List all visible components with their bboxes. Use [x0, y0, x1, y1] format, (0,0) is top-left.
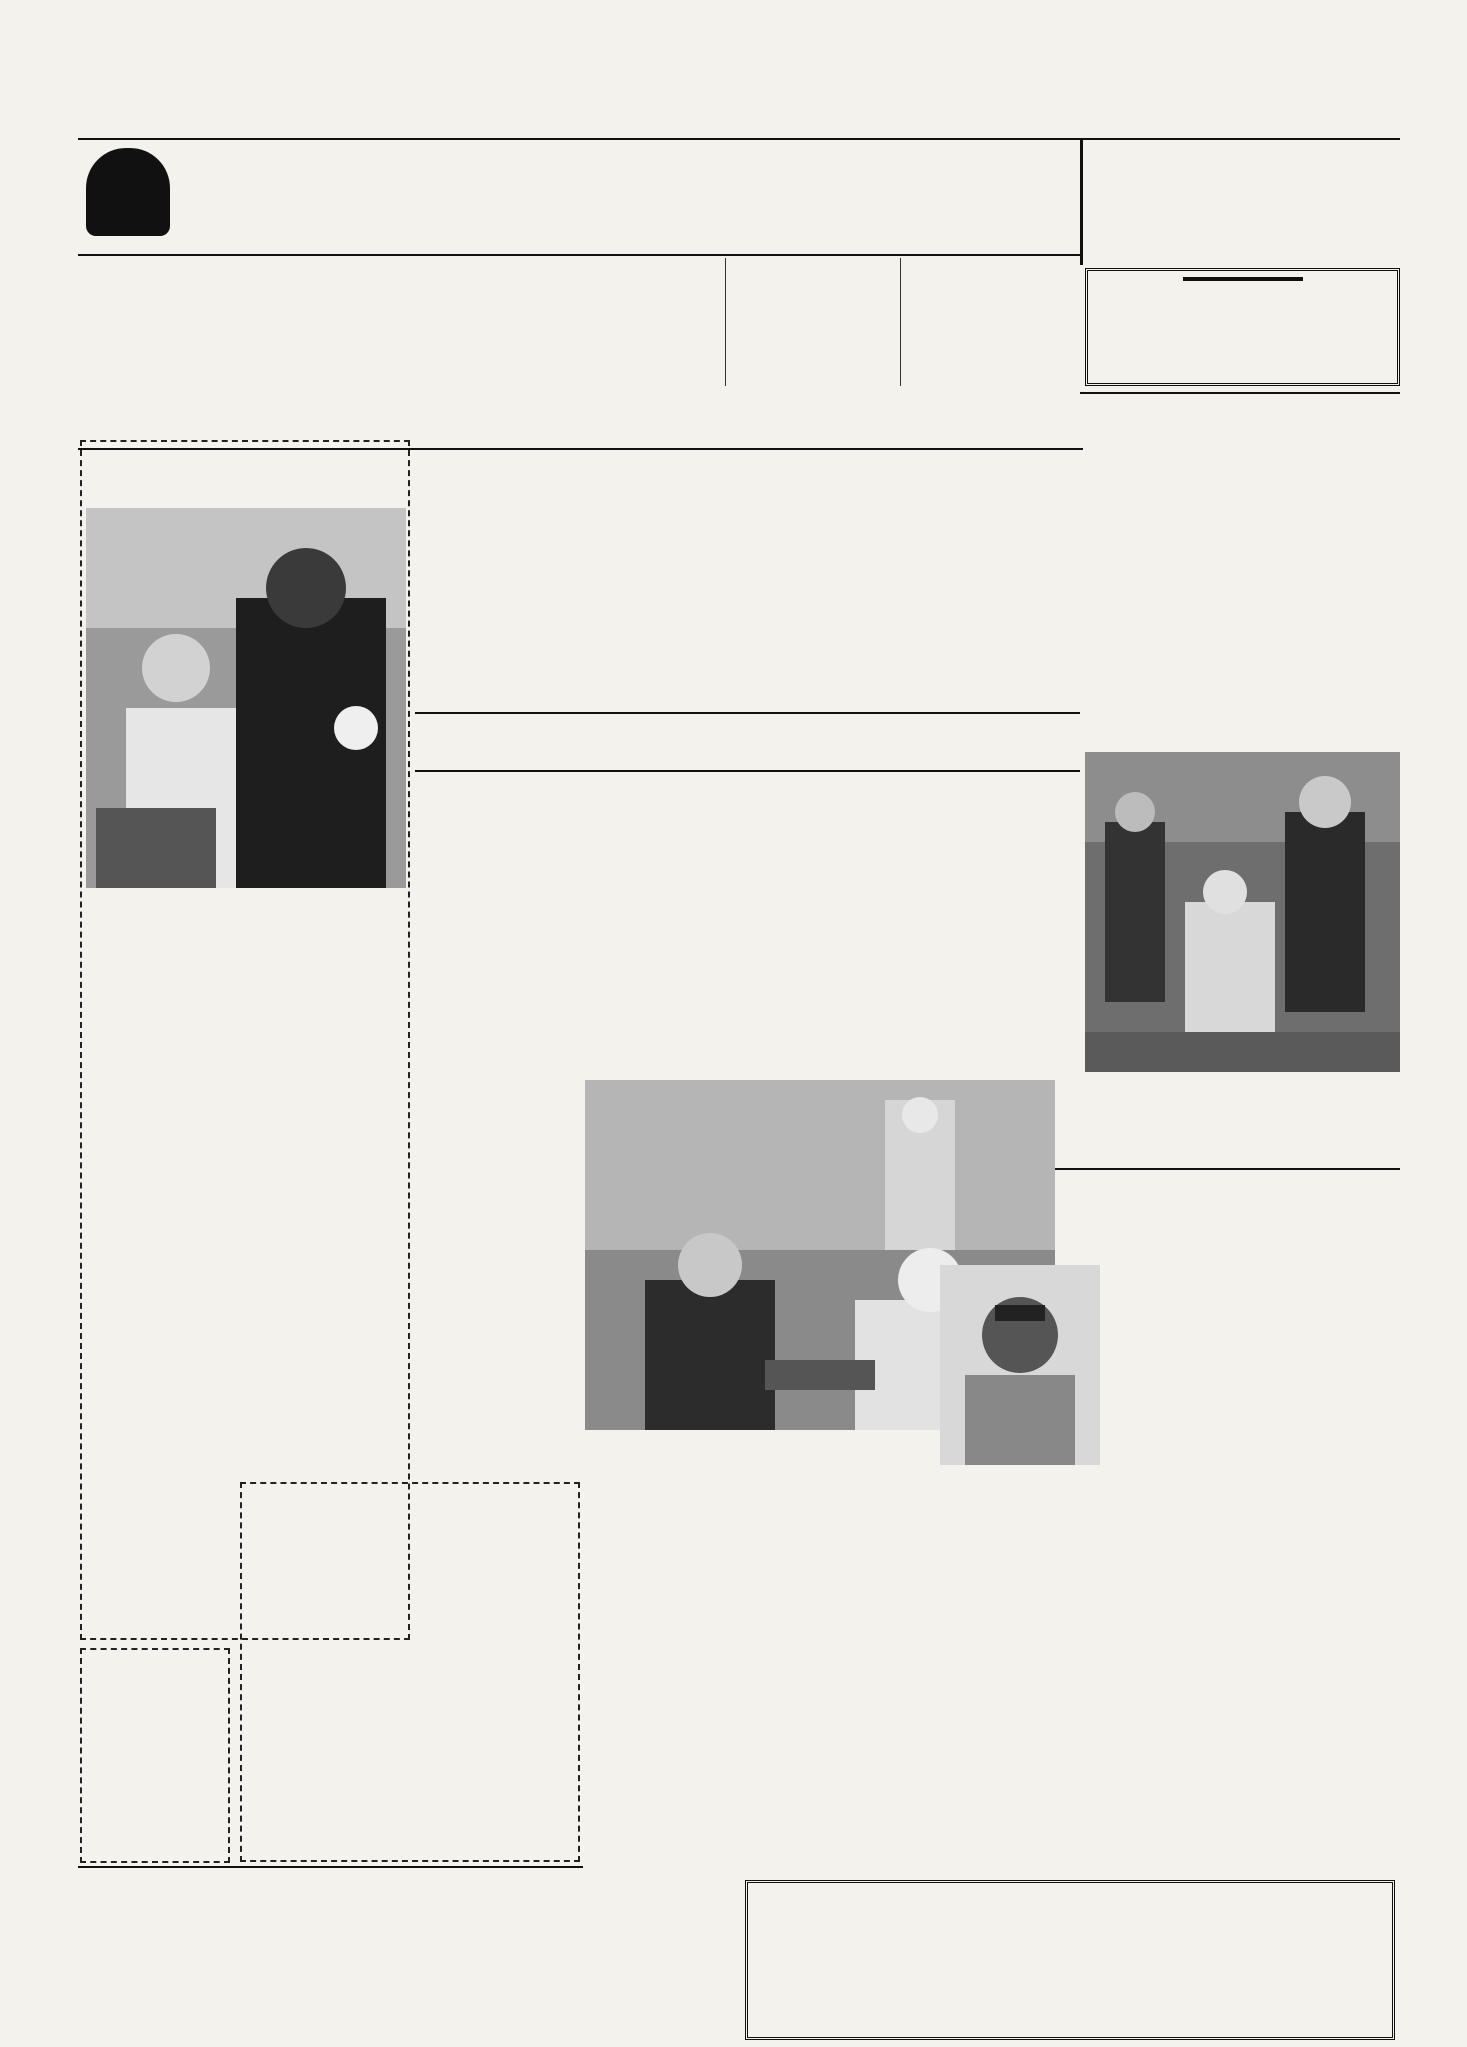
page-count-badge	[86, 148, 170, 236]
ministry-body	[420, 540, 1070, 690]
dinner-body	[1082, 494, 1400, 749]
rent-headline	[248, 1490, 572, 1534]
lead-body-left	[730, 258, 895, 386]
trial-continued	[420, 1060, 640, 1076]
lottery-line-3	[755, 1960, 1385, 1984]
khrushchev-headline	[80, 262, 720, 306]
lead-headline	[180, 150, 1070, 222]
lottery-line-2	[755, 1936, 1385, 1960]
police-continued	[590, 1746, 790, 1762]
khrushchev-deck	[80, 346, 720, 366]
notice-box	[80, 1648, 230, 1863]
trial-headline	[420, 716, 1080, 766]
rent-continued	[248, 1842, 448, 1858]
ministry-headline	[420, 474, 1070, 514]
trial-body	[420, 870, 1080, 1060]
police-body	[590, 1616, 1045, 1746]
jet-body	[1110, 1260, 1400, 1590]
rent-body	[248, 1580, 572, 1840]
lottery-line-4	[755, 1984, 1385, 2008]
princess-subhead	[88, 480, 404, 502]
ministry-subhead	[420, 516, 1070, 536]
police-deck	[590, 1552, 1045, 1614]
dinner-subhead	[1082, 448, 1400, 470]
rent-subhead	[248, 1538, 572, 1578]
jet-pilot-photo	[940, 1265, 1100, 1465]
trial-deck	[420, 808, 1080, 866]
dinner-headline	[1082, 400, 1400, 444]
jet-headline	[745, 1172, 1400, 1216]
ministry-continued	[420, 692, 640, 708]
dinner-caption	[1085, 1074, 1400, 1164]
lottery-line-1	[755, 1912, 1385, 1936]
princess-headline	[88, 450, 404, 480]
lottery-headline	[755, 1886, 1385, 1910]
trial-subhead	[420, 776, 1080, 806]
newspaper-logo	[1080, 140, 1400, 265]
princess-photo	[86, 508, 406, 888]
issue-info-line	[80, 112, 1390, 136]
ministry-label	[420, 452, 1070, 472]
tribes-body	[1050, 1722, 1400, 1872]
jet-label	[1110, 1595, 1400, 1615]
police-headline	[590, 1476, 1045, 1516]
briefs-label	[1183, 277, 1303, 281]
princess-caption	[88, 892, 404, 950]
lead-body-right	[905, 258, 1075, 386]
police-subhead	[590, 1520, 1045, 1550]
lottery-sign	[960, 2010, 1210, 2032]
briefs-box	[1085, 268, 1400, 386]
jet-subhead	[745, 1218, 1400, 1256]
dinner-sublabel	[1082, 470, 1400, 492]
lead-subhead	[180, 226, 1075, 248]
khrushchev-body	[80, 368, 720, 436]
khrushchev-subhead	[80, 310, 720, 342]
lottery-code	[760, 2012, 880, 2034]
dinner-photo	[1085, 752, 1400, 1072]
